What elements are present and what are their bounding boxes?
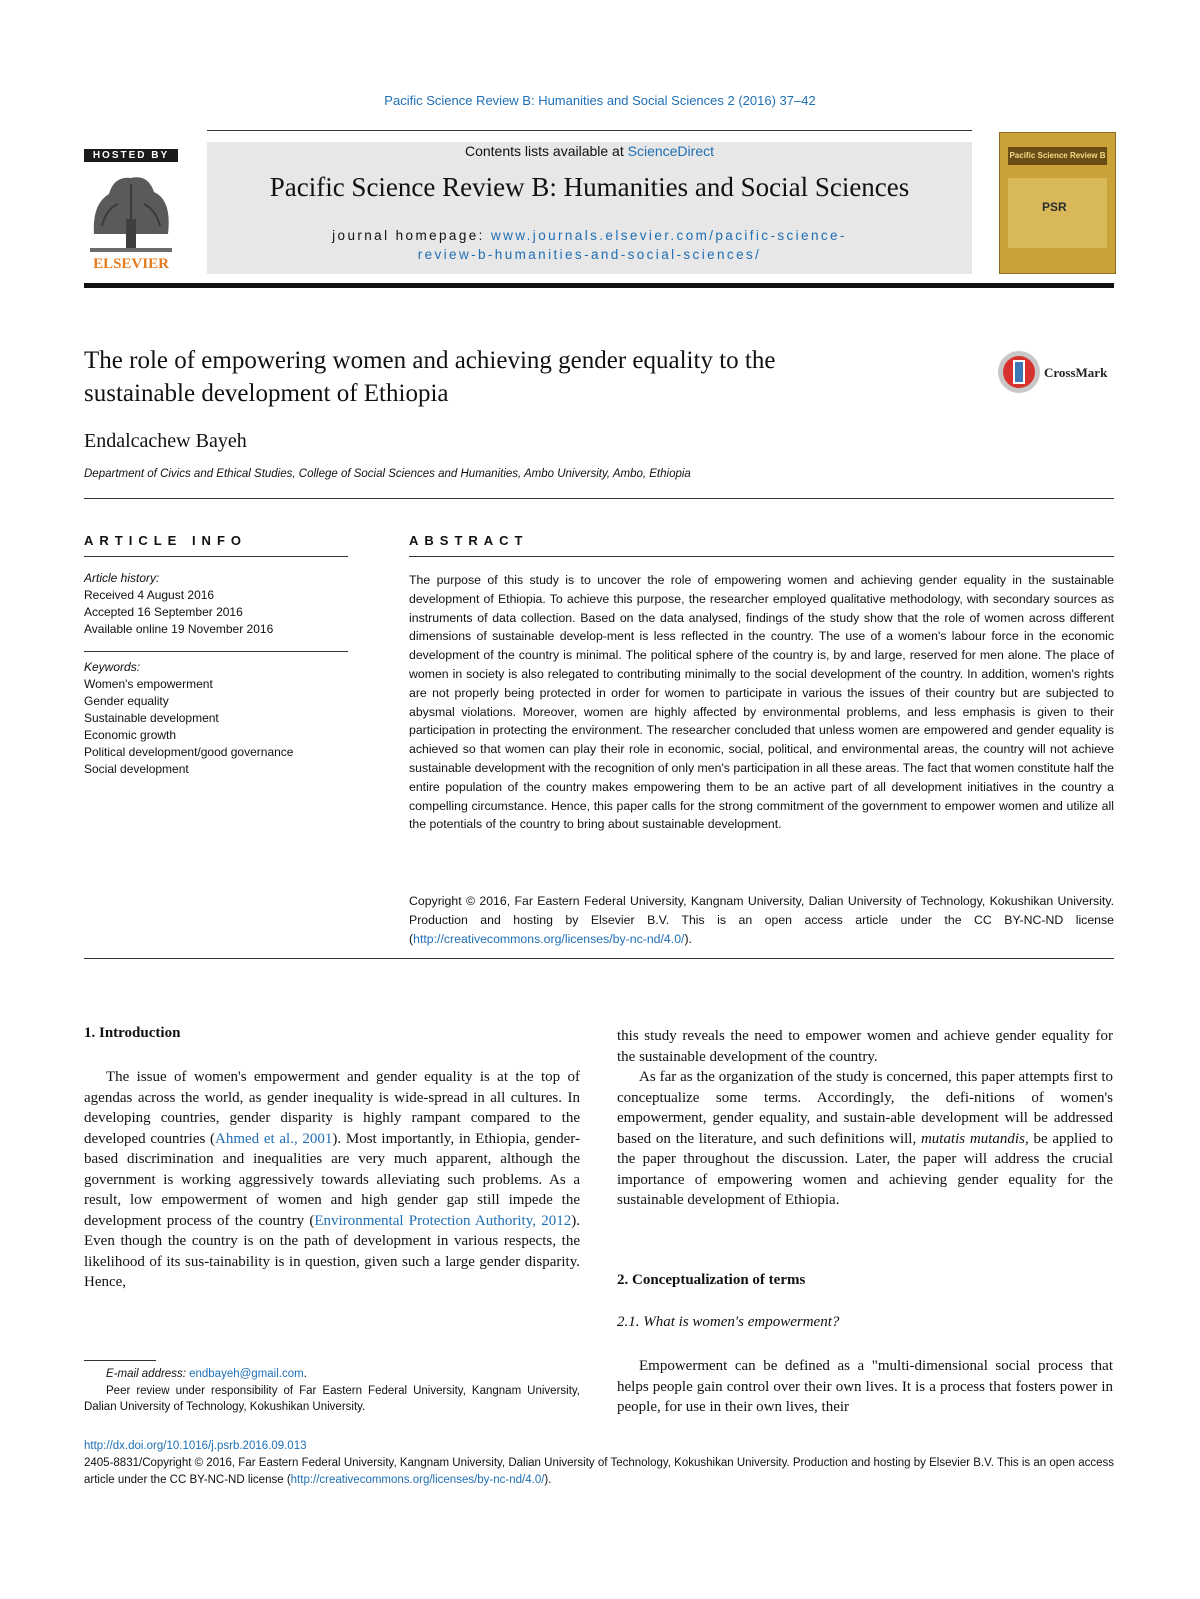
author-email-link[interactable]: endbayeh@gmail.com (189, 1368, 304, 1380)
keyword-item: Economic growth (84, 728, 177, 742)
journal-homepage (207, 226, 972, 264)
homepage-url-line2[interactable]: review-b-humanities-and-social-sciences/ (417, 247, 762, 262)
section-2-heading: 2. Conceptualization of terms (617, 1272, 806, 1288)
intro-column-left (84, 1067, 580, 1293)
license-link[interactable]: http://creativecommons.org/licenses/by-nc-nd/4.0/ (413, 931, 685, 946)
header-top-rule (207, 130, 972, 131)
issn-copyright (84, 1455, 1114, 1489)
citation-epa[interactable]: Environmental Protection Authority, 2012 (314, 1212, 572, 1229)
issn-end: ). (544, 1474, 552, 1486)
homepage-url-line1[interactable]: www.journals.elsevier.com/pacific-science- (490, 228, 847, 243)
received-date: Received 4 August 2016 (84, 588, 215, 602)
intro-text-c: ). Even though the country is on the path of development in various respects, the likelihood of its sus-tainability is in question, given such a large gender disparity. Hence, (84, 1212, 580, 1290)
keyword-item: Gender equality (84, 694, 169, 708)
running-head: Pacific Science Review B: Humanities and Social Sciences 2 (2016) 37–42 (384, 93, 816, 108)
email-end: . (303, 1368, 307, 1380)
section-2-1-heading: 2.1. What is women's empowerment? (617, 1314, 840, 1330)
abstract-bottom-rule (84, 958, 1114, 959)
col2-text-b: , be applied to the paper throughout the discussion. Later, the paper will address the crucial importance of empowering women and achieving gender equality for the sustainable development of Ethiopia. (617, 1130, 1113, 1208)
copyright-end: ). (684, 931, 692, 946)
abstract-rule (409, 556, 1114, 557)
cover-map (1008, 178, 1107, 248)
title-line-1: The role of empowering women and achieving gender equality to the (84, 347, 776, 374)
intro-paragraph (84, 1067, 580, 1293)
contents-line (207, 143, 972, 159)
col2-text-a: As far as the organization of the study is concerned, this paper attempts first to conceptualize some terms. Accordingly, the defi-nitions of women's empowerment, gender equality, and sustain-able development will be addressed based on the literature, and such definitions will, (617, 1069, 1113, 1147)
email-label: E-mail address: (106, 1368, 190, 1380)
online-date: Available online 19 November 2016 (84, 622, 274, 636)
keyword-item: Women's empowerment (84, 677, 213, 691)
journal-title: Pacific Science Review B: Humanities and Social Sciences (269, 172, 910, 202)
elsevier-logo[interactable] (84, 164, 178, 274)
article-info-heading: ARTICLE INFO (84, 533, 247, 548)
abstract-heading: ABSTRACT (409, 533, 529, 548)
homepage-label: journal homepage: (332, 228, 491, 243)
header-bottom-rule (84, 283, 1114, 288)
col2-paragraph-1: this study reveals the need to empower women and achieve gender equality for the sustainable development of the country. (617, 1028, 1113, 1065)
keyword-item: Political development/good governance (84, 745, 294, 759)
bottom-notes (84, 1438, 1114, 1489)
author-name: Endalcachew Bayeh (84, 430, 247, 452)
hosted-by-label: HOSTED BY (84, 149, 178, 162)
title-block-rule (84, 498, 1114, 499)
abstract-text: The purpose of this study is to uncover the role of empowering women and achieving gender equality in the sustainable development of Ethiopia. To achieve this purpose, the researcher employed qualitative methodology, with secondary sources as instruments of data collection. Based on the data analysed, findings of the study show that the role of women across different dimensions of sustainable develop-ment is less reflected in the country. The use of a women's labour force in the economic development of the country is minimal. The political sphere of the country is, by and large, reserved for men alone. The place of women in society is also relegated to contributing minimally to the social development of the country. In addition, women's rights are not properly being protected in order for women to participate in various the issues of their country but are subjected to abysmal violations. Moreover, women are highly affected by environmental problems, and less emphasis is given to their participation in protecting the environment. The researcher concluded that unless women are empowered and gender equality is achieved so that women can play their role in economic, social, political, and environmental areas, the country will not achieve sustainable development with the recognition of only men's participation in all these areas. The fact that women constitute half the entire population of the country makes empowering them to be an active part of all development initiatives in the country a compelling circumstance. Hence, this paper calls for the strong commitment of the government to empower women and utilize all the potentials of the country to bring about sustainable development. (409, 573, 1114, 832)
intro-text-b: ). Most importantly, in Ethiopia, gender-based discrimination and inequalities are very much apparent, although the government is working aggressively towards alleviating such problems. As a result, low empowerment of women and high gender gap still impede the development process of the country ( (84, 1130, 580, 1229)
article-title (84, 344, 984, 410)
keyword-item: Social development (84, 762, 189, 776)
crossmark-label: CrossMark (1044, 365, 1108, 380)
peer-review-note: Peer review under responsibility of Far Eastern Federal University, Kangnam University, Dalian University of Technology, Kokushikan University. (84, 1384, 580, 1413)
contents-prefix: Contents lists available at (464, 143, 628, 159)
keywords-rule (84, 651, 348, 652)
crossmark-badge[interactable] (997, 350, 1117, 394)
title-line-2: sustainable development of Ethiopia (84, 380, 449, 407)
keyword-item: Sustainable development (84, 711, 219, 725)
col2-paragraph-2 (617, 1067, 1113, 1211)
issn-text: 2405-8831/Copyright © 2016, Far Eastern Federal University, Kangnam University, Dalian University of Technology, Kokushikan University. Production and hosting by Elsevier B.V. This is an open access article under the CC BY-NC-ND license ( (84, 1457, 1114, 1486)
keywords-label: Keywords: (84, 660, 141, 674)
cover-title: Pacific Science Review B (1008, 147, 1107, 165)
abstract-copyright (409, 892, 1114, 948)
section-2-1-text (617, 1356, 1113, 1418)
elsevier-wordmark: ELSEVIER (93, 256, 169, 272)
email-line (84, 1366, 580, 1383)
author-affiliation: Department of Civics and Ethical Studies, College of Social Sciences and Humanities, Ambo University, Ambo, Ethiopia (84, 468, 691, 480)
sciencedirect-link[interactable]: ScienceDirect (627, 143, 714, 159)
column-right (617, 1026, 1113, 1211)
accepted-date: Accepted 16 September 2016 (84, 605, 243, 619)
keywords-block (84, 659, 348, 778)
article-history (84, 570, 348, 638)
doi-link[interactable]: http://dx.doi.org/10.1016/j.psrb.2016.09.013 (84, 1440, 307, 1452)
intro-text-a: The issue of women's empowerment and gender equality is at the top of agendas across the world, as gender inequality is wide-spread in all cultures. In developing countries, gender disparity is highly rampant compared to the developed countries ( (84, 1069, 580, 1147)
col2-italic: mutatis mutandis (920, 1130, 1025, 1147)
footnote (84, 1366, 580, 1416)
empowerment-paragraph: Empowerment can be defined as a "multi-dimensional social process that helps people gain control over their own lives. It is a process that fosters power in people, for use in their own lives, their (617, 1358, 1113, 1415)
footnote-rule (84, 1360, 156, 1361)
journal-cover-image[interactable] (999, 132, 1116, 274)
cover-logo: PSR (1042, 200, 1067, 214)
copyright-text: Copyright © 2016, Far Eastern Federal University, Kangnam University, Dalian University of Technology, Kokushikan University. Production and hosting by Elsevier B.V. This is an open access article under the CC BY-NC-ND license ( (409, 894, 1114, 946)
article-info-rule (84, 556, 348, 557)
history-label: Article history: (84, 571, 160, 585)
bottom-license-link[interactable]: http://creativecommons.org/licenses/by-nc-nd/4.0/ (290, 1474, 545, 1486)
citation-ahmed[interactable]: Ahmed et al., 2001 (215, 1130, 333, 1147)
section-1-heading: 1. Introduction (84, 1025, 181, 1041)
